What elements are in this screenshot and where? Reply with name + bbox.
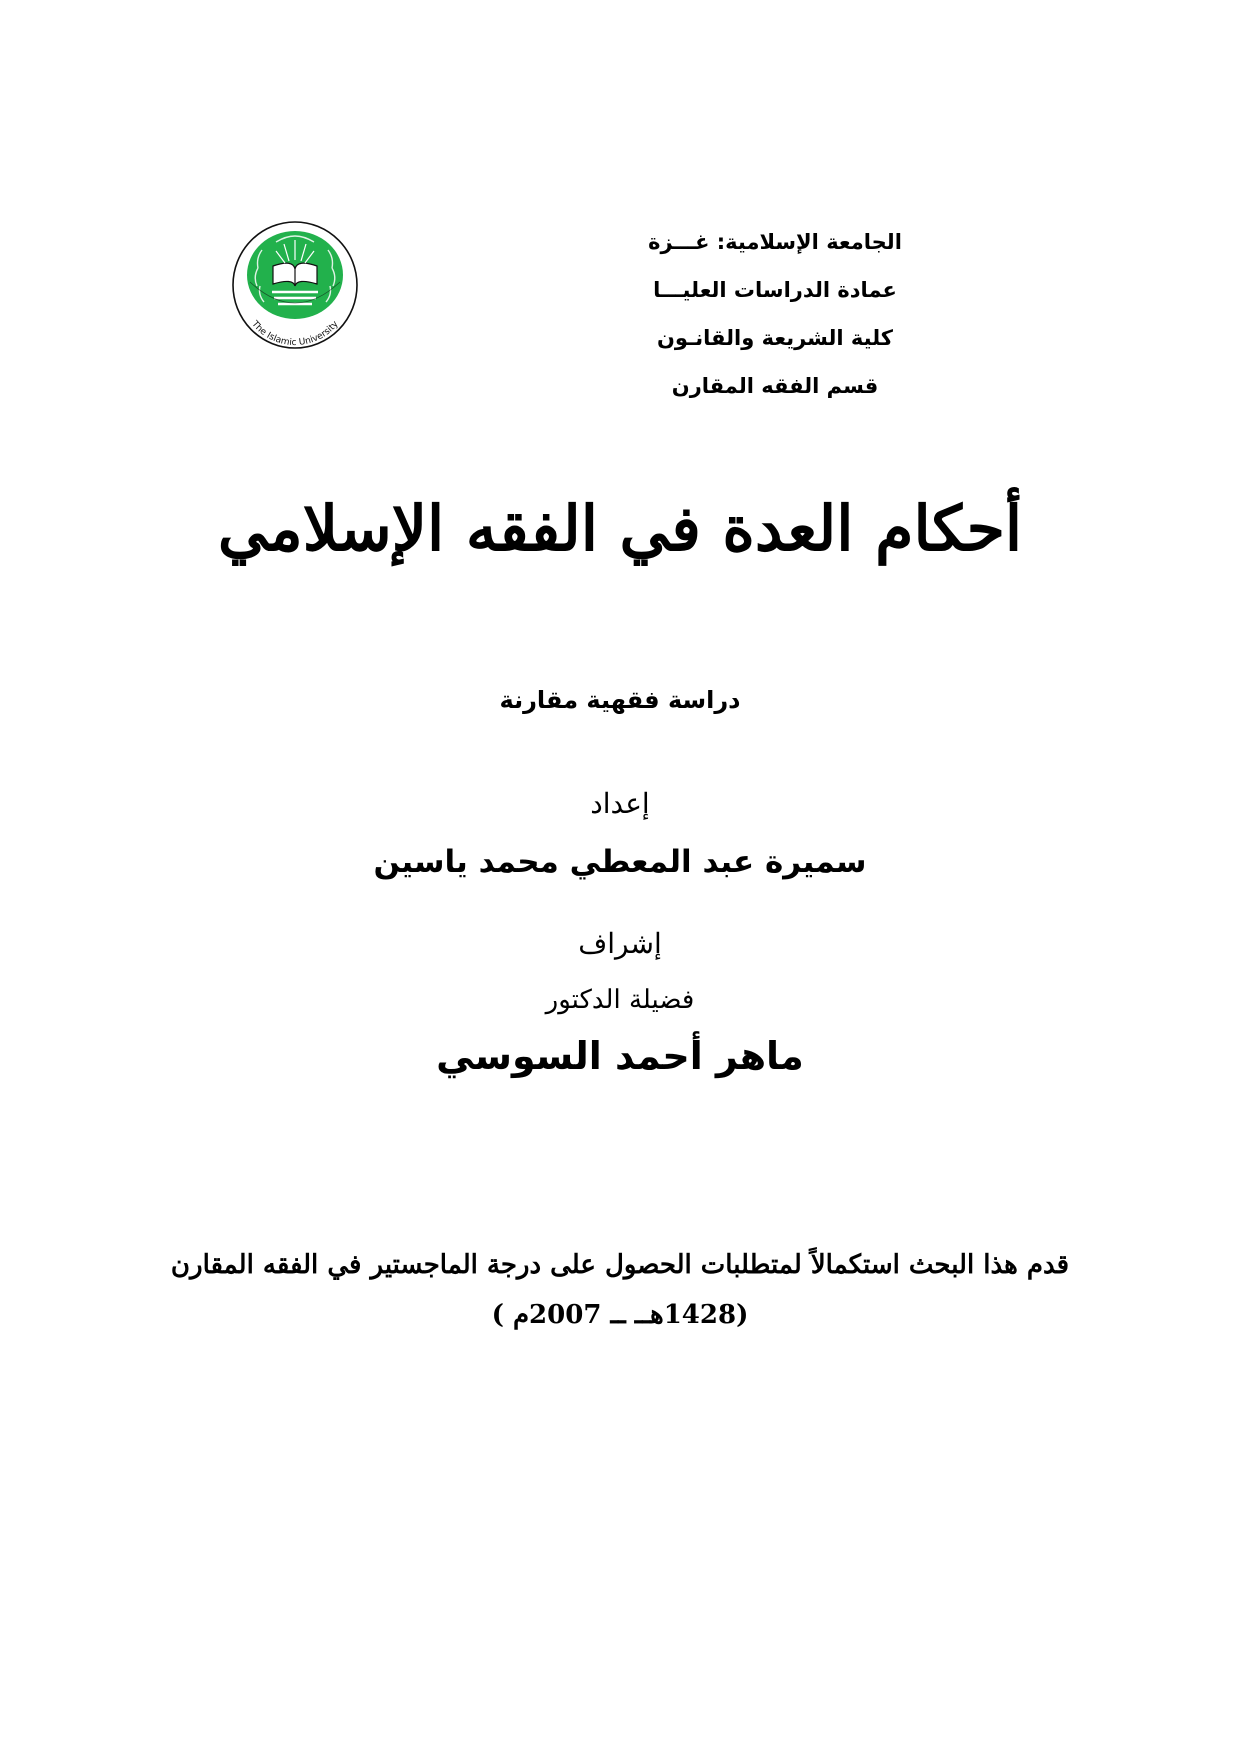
university-seal-icon (210, 220, 380, 350)
degree-statement-date: (1428هــ ــ 2007م ) (491, 1300, 749, 1330)
supervisor-label: إشراف (578, 927, 662, 960)
author-name: سميرة عبد المعطي محمد ياسين (373, 844, 867, 880)
supervisor-name: ماهر أحمد السوسي (436, 1034, 804, 1078)
university-header-text (565, 218, 985, 410)
thesis-subtitle: دراسة فقهية مقارنة (499, 686, 741, 714)
university-seal-logo (210, 220, 380, 350)
header-line-graduate-studies: عمادة الدراسات العليـــا (653, 278, 897, 302)
svg-text:The Islamic University: The Islamic University (249, 319, 341, 349)
thesis-title: أحكام العدة في الفقه الإسلامي (217, 492, 1023, 565)
header-line-department: قسم الفقه المقارن (671, 374, 879, 398)
author-label: إعداد (590, 787, 650, 820)
supervisor-honorific: فضيلة الدكتور (545, 985, 695, 1015)
degree-statement-text: قدم هذا البحث استكمالاً لمتطلبات الحصول على درجة الماجستير في الفقه المقارن (170, 1250, 1070, 1280)
header-line-university: الجامعة الإسلامية: غـــزة (648, 230, 902, 254)
header-line-faculty: كلية الشريعة والقانـون (657, 326, 893, 350)
cover-header (0, 218, 1240, 438)
degree-statement (0, 1240, 1240, 1340)
